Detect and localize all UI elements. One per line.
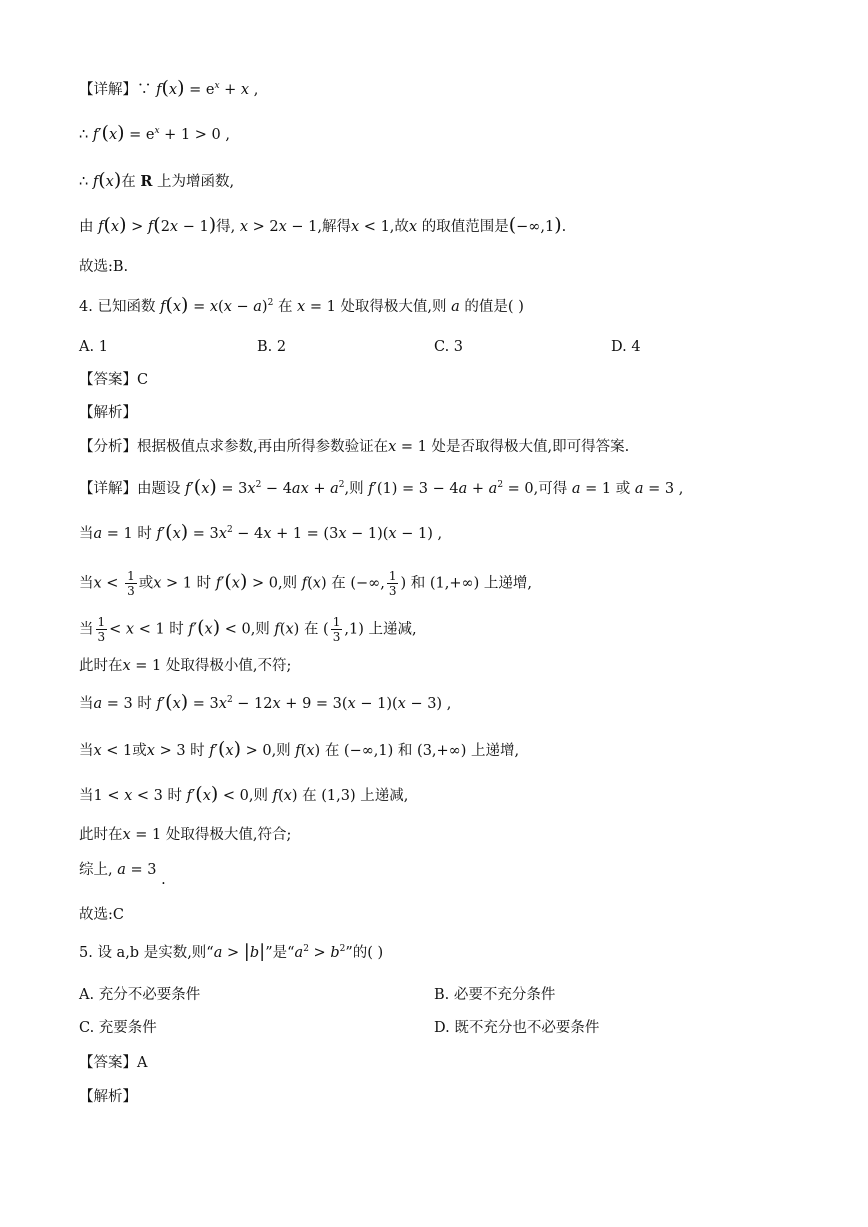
detail-tag: 【详解】	[79, 82, 137, 98]
q5-option-c: C. 充要条件	[79, 1020, 157, 1036]
q4-case-a1-dec: 当 $\frac{1}{3}$ < x < 1 时 f′(x) < 0,则 f(x) 在 ( $\frac{1}{3}$ ,1) 上递减,	[79, 615, 417, 644]
q5-analysis-tag: 【解析】	[79, 1089, 137, 1105]
q4-case-a3: 当a = 3 时 $f'(x) = 3x^2 - 12x + 9 = 3(x - 1)(x - 3)$ ,	[79, 691, 452, 713]
q3-conclusion: 故选:B.	[79, 259, 129, 275]
q4-option-d: D. 4	[611, 339, 641, 355]
q4-summary: 综上, a = 3 .	[79, 862, 166, 888]
q5-option-d: D. 既不充分也不必要条件	[434, 1020, 600, 1036]
q4-detail-line1: 【详解】由题设 $f'(x) = 3x^2 - 4ax + a^2$,则 $f'(1) = 3 - 4a + a^2 = 0$,可得 a = 1 或 a = 3 ,	[79, 476, 684, 498]
q4-option-a: A. 1	[79, 339, 108, 355]
q4-answer: 【答案】C	[79, 372, 149, 388]
q4-case-a3-max: 此时在x = 1 处取得极大值,符合;	[79, 827, 292, 843]
q5-stem: 5. 设 a,b 是实数,则“a > |b|”是“$a^2 > b^2$”的( )	[79, 941, 384, 962]
q4-case-a1-inc: 当x < $\frac{1}{3}$ 或x > 1 时 f′(x) > 0,则 f(x) 在 (−∞, $\frac{1}{3}$ ) 和 (1,+∞) 上递增,	[79, 569, 532, 598]
q3-derivative-line: ∴ $f'(x) = e^x + 1 > 0$ ,	[79, 122, 230, 144]
q3-detail-line: 【详解】∵ $f(x) = e^x + x$ ,	[79, 77, 259, 99]
q5-answer: 【答案】A	[79, 1055, 148, 1071]
q3-increasing-line: ∴ f(x)在 R 上为增函数,	[79, 169, 235, 191]
q4-option-b: B. 2	[257, 339, 287, 355]
q4-stem: 4. 已知函数 $f(x) = x(x - a)^2$ 在 x = 1 处取得极大值,则 a 的值是( )	[79, 294, 524, 316]
q4-conclusion: 故选:C	[79, 907, 124, 923]
q4-case-a3-dec: 当1 < x < 3 时 f′(x) < 0,则 f(x) 在 (1,3) 上递减,	[79, 783, 409, 805]
q4-analysis-tag: 【解析】	[79, 405, 137, 421]
q4-fenxi: 【分析】根据极值点求参数,再由所得参数验证在x = 1 处是否取得极大值,即可得答案.	[79, 439, 630, 455]
q5-option-a: A. 充分不必要条件	[79, 987, 201, 1003]
q4-case-a3-inc: 当x < 1或x > 3 时 f′(x) > 0,则 f(x) 在 (−∞,1) 和 (3,+∞) 上递增,	[79, 738, 520, 760]
q3-solve-line: 由 f(x) > f(2x − 1)得, x > 2x − 1,解得x < 1,故x 的取值范围是(−∞,1).	[79, 214, 567, 236]
q5-option-b: B. 必要不充分条件	[434, 987, 556, 1003]
q4-case-a1: 当a = 1 时 $f'(x) = 3x^2 - 4x + 1 = (3x - 1)(x - 1)$ ,	[79, 521, 443, 543]
q4-option-c: C. 3	[434, 339, 464, 355]
q4-case-a1-min: 此时在x = 1 处取得极小值,不符;	[79, 658, 292, 674]
